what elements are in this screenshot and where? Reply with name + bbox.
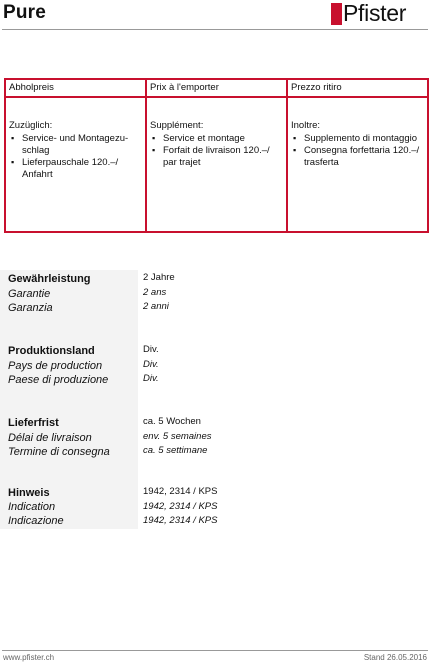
spec-warranty	[0, 270, 430, 317]
spec-label-it: Paese di produzione	[8, 374, 109, 386]
list-item: ▪ Supplemento di montaggio	[291, 133, 424, 145]
surcharge-list	[9, 133, 142, 181]
spec-label-de: Gewährleistung	[8, 273, 91, 285]
page-title: Pure	[3, 2, 47, 23]
surcharge-list	[150, 133, 283, 169]
spec-value-it: 1942, 2314 / KPS	[143, 515, 218, 526]
pfister-logo	[331, 2, 428, 28]
price-column-it	[288, 80, 427, 231]
spec-value-it: Div.	[143, 373, 159, 384]
surcharge-list	[291, 133, 424, 169]
spec-label-de: Hinweis	[8, 487, 50, 499]
column-divider	[147, 96, 286, 98]
spec-value-fr: env. 5 semaines	[143, 431, 212, 442]
spec-label-de: Lieferfrist	[8, 417, 59, 429]
list-item: ▪ Service et montage	[150, 133, 283, 145]
spec-label-fr: Pays de production	[8, 360, 103, 372]
spec-value-it: 2 anni	[143, 301, 169, 312]
spec-value-fr: 2 ans	[143, 287, 167, 298]
price-table	[4, 78, 429, 233]
spec-value-it: ca. 5 settimane	[143, 445, 208, 456]
price-column-heading: Prix à l'emporter	[150, 82, 219, 93]
logo-mark-icon	[331, 3, 342, 25]
logo-text: Pfister	[343, 0, 407, 26]
footer-website: www.pfister.ch	[3, 653, 55, 662]
header-rule	[2, 29, 428, 30]
list-item: ▪ Consegna forfettaria 120.–/ trasferta	[291, 145, 424, 169]
spec-label-fr: Délai de livraison	[8, 432, 92, 444]
list-item: ▪ Service- und Montagezu-schlag	[9, 133, 142, 157]
spec-value-fr: 1942, 2314 / KPS	[143, 501, 218, 512]
column-divider	[288, 96, 427, 98]
spec-value-fr: Div.	[143, 359, 159, 370]
spec-label-fr: Indication	[8, 501, 56, 513]
list-item: ▪ Lieferpauschale 120.–/ Anfahrt	[9, 157, 142, 181]
price-column-heading: Abholpreis	[9, 82, 54, 93]
footer-date: Stand 26.05.2016	[363, 653, 427, 662]
price-column-heading: Prezzo ritiro	[291, 82, 342, 93]
spec-production-country	[0, 342, 430, 389]
spec-value-de: 1942, 2314 / KPS	[143, 486, 218, 497]
spec-label-it: Garanzia	[8, 302, 53, 314]
spec-label-it: Indicazione	[8, 515, 64, 527]
column-divider	[6, 96, 145, 98]
spec-delivery-time	[0, 414, 430, 461]
price-column-intro: Supplément:	[150, 120, 204, 131]
spec-value-de: Div.	[143, 344, 159, 355]
footer-rule	[2, 650, 428, 651]
price-column-intro: Zuzüglich:	[9, 120, 53, 131]
price-column-intro: Inoltre:	[291, 120, 321, 131]
price-column-de	[6, 80, 147, 231]
spec-value-de: ca. 5 Wochen	[143, 416, 201, 427]
spec-label-it: Termine di consegna	[8, 446, 110, 458]
spec-label-fr: Garantie	[8, 288, 51, 300]
price-column-fr	[147, 80, 288, 231]
spec-label-de: Produktionsland	[8, 345, 95, 357]
spec-value-de: 2 Jahre	[143, 272, 175, 283]
spec-note	[0, 486, 430, 529]
list-item: ▪ Forfait de livraison 120.–/ par trajet	[150, 145, 283, 169]
